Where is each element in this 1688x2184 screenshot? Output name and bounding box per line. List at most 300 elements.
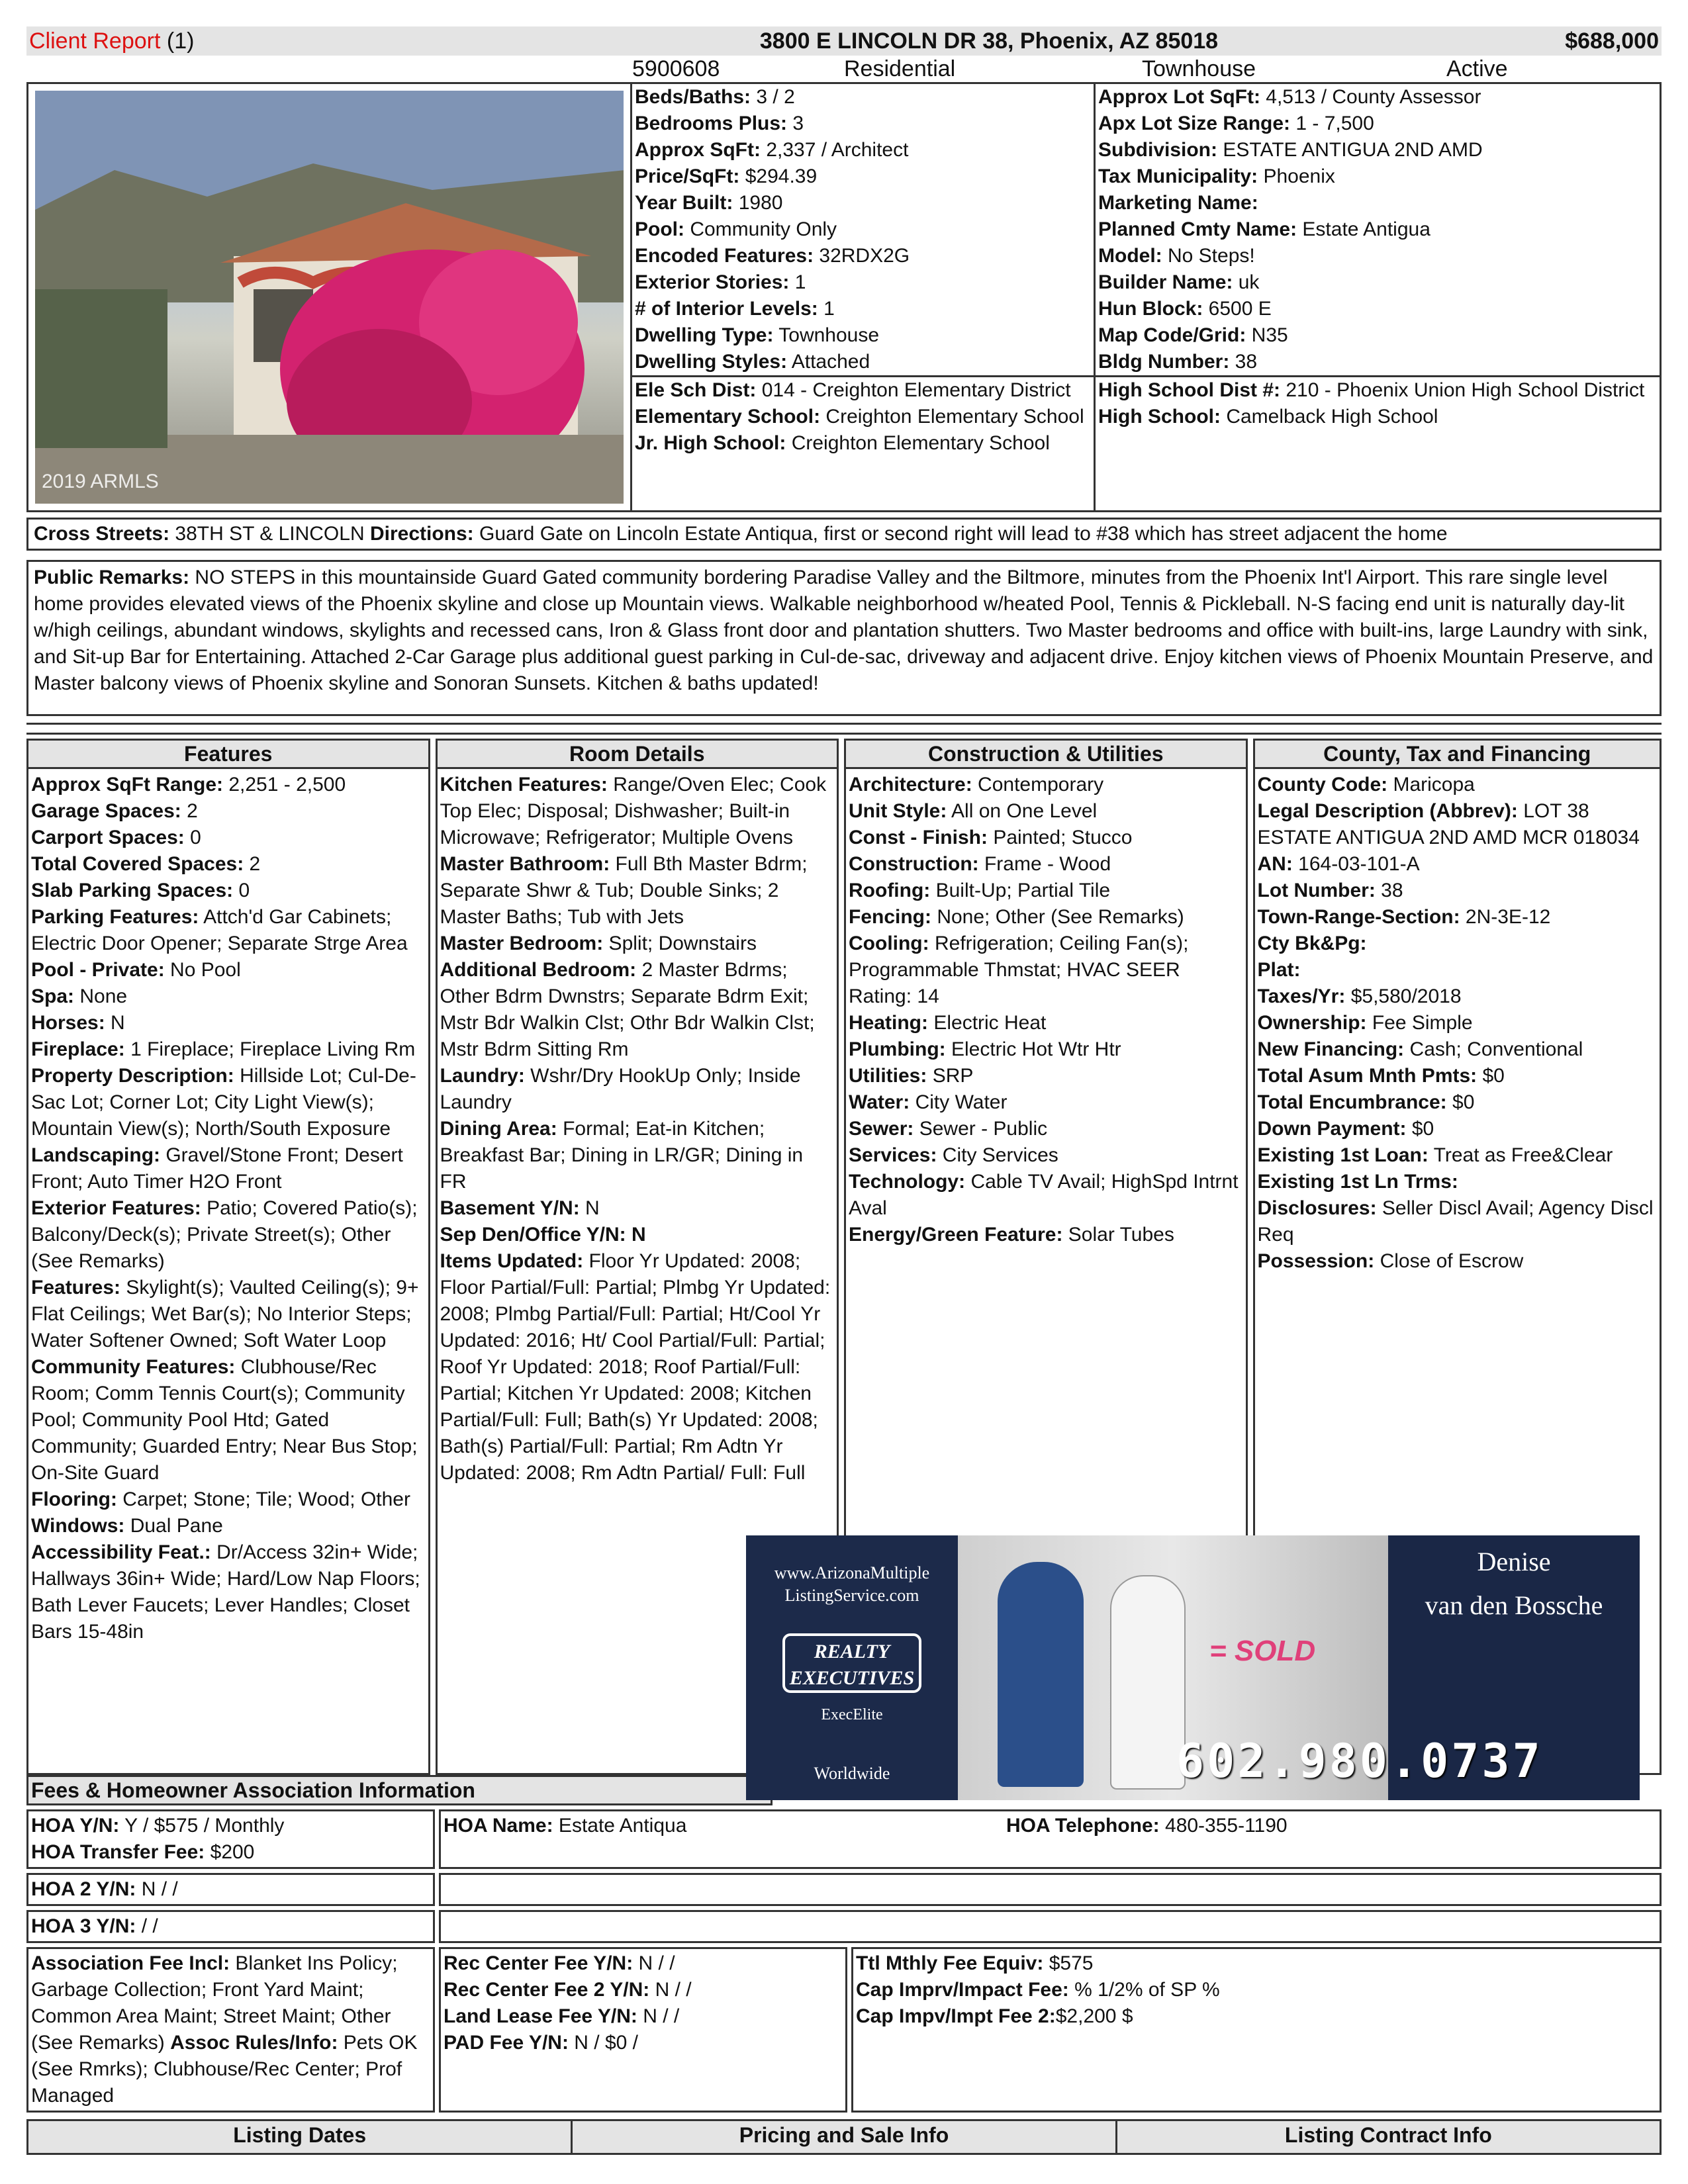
field-label: Heating:: [849, 1012, 928, 1034]
field-label: Master Bathroom:: [440, 853, 610, 875]
cap-impact-fee-label: Cap Imprv/Impact Fee:: [856, 1979, 1069, 2001]
summary-item: [635, 269, 1091, 296]
section-field: [1258, 1195, 1658, 1248]
summary-value: Community Only: [684, 218, 837, 240]
rec-center-fee2-label: Rec Center Fee 2 Y/N:: [444, 1979, 650, 2001]
cap-impact-fee-value: % 1/2% of SP %: [1068, 1979, 1220, 2001]
section-field: [1258, 1010, 1658, 1036]
summary-value: Estate Antigua: [1297, 218, 1430, 240]
field-label: Utilities:: [849, 1065, 927, 1087]
bottom-section-headers: [26, 2119, 1662, 2155]
school-item: [1098, 377, 1657, 404]
section-field: [849, 772, 1243, 798]
field-value: 2,251 - 2,500: [223, 774, 346, 796]
summary-item: [1098, 84, 1657, 111]
agent-last-name: van den Bossche: [1425, 1590, 1603, 1620]
section-field: [1258, 1248, 1658, 1275]
field-label: Plumbing:: [849, 1038, 946, 1060]
field-value: Close of Escrow: [1374, 1250, 1524, 1272]
assoc-rules-value: Pets OK (See Rmrks); Clubhouse/Rec Center; Prof Managed: [31, 2032, 418, 2107]
section-field: [440, 957, 835, 1063]
rec-center-fee-box: [439, 1947, 847, 2113]
field-value: Electric Heat: [928, 1012, 1047, 1034]
field-label: Total Encumbrance:: [1257, 1091, 1447, 1113]
section-field: [31, 1036, 426, 1063]
summary-item: [1098, 269, 1657, 296]
hoa-transfer-fee-label: HOA Transfer Fee:: [31, 1841, 205, 1863]
summary-label: Approx Lot SqFt:: [1098, 86, 1260, 108]
section-field: [849, 1089, 1243, 1116]
section-field: [31, 825, 426, 851]
section-divider: [26, 723, 1662, 735]
summary-left-column: [632, 84, 1096, 375]
section-title: Construction & Utilities: [844, 739, 1248, 769]
property-photo[interactable]: [35, 91, 624, 504]
summary-item: [635, 243, 1091, 269]
field-value: Wshr/Dry HookUp Only; Inside Laundry: [440, 1065, 801, 1113]
field-label: Disclosures:: [1257, 1197, 1377, 1219]
section-field: [440, 1222, 835, 1248]
sold-label: = SOLD: [1209, 1635, 1316, 1667]
summary-label: Bldg Number:: [1098, 351, 1230, 373]
hoa-transfer-fee-value: $200: [205, 1841, 255, 1863]
section-field: [31, 1513, 426, 1539]
field-label: Const - Finish:: [849, 827, 988, 848]
section-field: [31, 904, 426, 957]
field-label: Sep Den/Office Y/N: N: [440, 1224, 646, 1246]
fees-section-title: Fees & Homeowner Association Information: [26, 1775, 773, 1805]
summary-label: Price/SqFt:: [635, 165, 740, 187]
field-label: Total Asum Mnth Pmts:: [1257, 1065, 1477, 1087]
photo-watermark: 2019 ARMLS: [42, 471, 159, 492]
worldwide-label: Worldwide: [814, 1764, 890, 1783]
field-label: Town-Range-Section:: [1257, 906, 1460, 928]
field-value: 1 Fireplace; Fireplace Living Rm: [124, 1038, 416, 1060]
field-value: Skylight(s); Vaulted Ceiling(s); 9+ Flat Ceilings; Wet Bar(s); No Interior Steps; Water Softener Owned; Soft Water Loop: [31, 1277, 419, 1351]
section-field: [440, 1063, 835, 1116]
listing-dates-header: Listing Dates: [28, 2121, 573, 2153]
summary-item: [635, 296, 1091, 322]
field-label: Construction:: [849, 853, 979, 875]
section-field: [31, 1142, 426, 1195]
school-right-column: [1096, 377, 1660, 510]
list-price: $688,000: [1565, 28, 1659, 54]
hoa-row-2: [26, 1873, 1662, 1906]
field-value: 0: [233, 880, 250, 901]
field-label: Property Description:: [31, 1065, 234, 1087]
field-value: Patio; Covered Patio(s); Balcony/Deck(s); Private Street(s); Other (See Remarks): [31, 1197, 418, 1272]
field-label: Cty Bk&Pg:: [1257, 933, 1367, 954]
assoc-fee-incl-value: Blanket Ins Policy; Garbage Collection; Front Yard Maint; Common Area Maint; Street Maint; Other (See Remarks): [31, 1952, 398, 2054]
field-label: Taxes/Yr:: [1257, 985, 1346, 1007]
section-field: [31, 1486, 426, 1513]
directions-value: Guard Gate on Lincoln Estate Antiqua, first or second right will lead to #38 which has street adjacent the home: [473, 523, 1448, 545]
school-item: [635, 404, 1091, 430]
summary-item: [635, 322, 1091, 349]
agent-phone[interactable]: 602.980.0737: [1176, 1734, 1543, 1788]
field-value: Dual Pane: [124, 1515, 223, 1537]
summary-item: [1098, 111, 1657, 137]
summary-label: Exterior Stories:: [635, 271, 790, 293]
section-field: [31, 1275, 426, 1354]
field-label: Fencing:: [849, 906, 931, 928]
summary-label: Tax Municipality:: [1098, 165, 1258, 187]
summary-item: [635, 216, 1091, 243]
section-field: [1258, 983, 1658, 1010]
field-value: None: [74, 985, 128, 1007]
section-field: [1258, 1116, 1658, 1142]
summary-label: Hun Block:: [1098, 298, 1203, 320]
summary-value: 6500 E: [1203, 298, 1272, 320]
property-photo-frame: [26, 82, 632, 512]
pricing-sale-info-header: Pricing and Sale Info: [573, 2121, 1117, 2153]
field-value: 2: [181, 800, 198, 822]
summary-label: Subdivision:: [1098, 139, 1217, 161]
section-field: [849, 878, 1243, 904]
field-value: Solar Tubes: [1062, 1224, 1174, 1246]
summary-value: 3: [787, 113, 804, 134]
field-label: Possession:: [1257, 1250, 1375, 1272]
hoa-row-1: [26, 1809, 1662, 1869]
summary-item: [635, 163, 1091, 190]
summary-label: Apx Lot Size Range:: [1098, 113, 1291, 134]
field-value: Attch'd Gar Cabinets; Electric Door Opener; Separate Strge Area: [31, 906, 408, 954]
pad-fee-label: PAD Fee Y/N:: [444, 2032, 569, 2054]
summary-value: 4,513 / County Assessor: [1260, 86, 1481, 108]
land-lease-fee-label: Land Lease Fee Y/N:: [444, 2005, 637, 2027]
field-value: Sewer - Public: [914, 1118, 1048, 1140]
association-fee-box: [26, 1947, 435, 2113]
realty-executives-logo: [782, 1633, 921, 1693]
section-field: [1258, 1169, 1658, 1195]
field-value: Carpet; Stone; Tile; Wood; Other: [117, 1488, 410, 1510]
field-value: Built-Up; Partial Tile: [930, 880, 1111, 901]
school-label: High School:: [1098, 406, 1221, 428]
field-label: New Financing:: [1257, 1038, 1405, 1060]
hoa2-value: N / /: [136, 1878, 178, 1900]
field-label: Ownership:: [1257, 1012, 1367, 1034]
summary-value: N35: [1246, 324, 1288, 346]
section-field: [31, 1195, 426, 1275]
summary-item: [1098, 349, 1657, 375]
summary-item: [1098, 322, 1657, 349]
summary-value: Phoenix: [1258, 165, 1335, 187]
summary-item: [635, 190, 1091, 216]
monthly-fee-box: [851, 1947, 1662, 2113]
section-field: [31, 983, 426, 1010]
hoa-name-value: Estate Antiqua: [553, 1815, 687, 1837]
brokerage-panel: [746, 1535, 958, 1800]
summary-item: [1098, 137, 1657, 163]
school-value: Camelback High School: [1220, 406, 1438, 428]
field-value: Maricopa: [1387, 774, 1475, 796]
public-remarks-label: Public Remarks:: [34, 567, 190, 588]
hoa-name-box: [439, 1809, 1662, 1869]
field-label: Services:: [849, 1144, 937, 1166]
section-field: [1258, 1089, 1658, 1116]
summary-label: Bedrooms Plus:: [635, 113, 788, 134]
summary-value: 2,337 / Architect: [760, 139, 909, 161]
field-label: Unit Style:: [849, 800, 947, 822]
field-value: $5,580/2018: [1345, 985, 1462, 1007]
agent-advertisement[interactable]: [746, 1535, 1640, 1800]
field-value: Split; Downstairs: [603, 933, 757, 954]
school-label: Jr. High School:: [635, 432, 786, 454]
summary-label: Dwelling Styles:: [635, 351, 788, 373]
hoa-primary-box: [26, 1809, 435, 1869]
assoc-rules-label: Assoc Rules/Info:: [170, 2032, 338, 2054]
field-label: Existing 1st Loan:: [1257, 1144, 1429, 1166]
school-left-column: [632, 377, 1096, 510]
land-lease-fee-value: N / /: [637, 2005, 680, 2027]
section-field: [849, 931, 1243, 1010]
field-label: Pool - Private:: [31, 959, 165, 981]
field-value: Frame - Wood: [978, 853, 1111, 875]
hoa3-label: HOA 3 Y/N:: [31, 1915, 136, 1937]
section-field: [1258, 1063, 1658, 1089]
field-value: $0: [1406, 1118, 1434, 1140]
field-value: Painted; Stucco: [987, 827, 1133, 848]
section-field: [849, 1169, 1243, 1222]
hoa-yn-value: Y / $575 / Monthly: [119, 1815, 285, 1837]
summary-label: Year Built:: [635, 192, 733, 214]
field-label: County Code:: [1257, 774, 1388, 796]
public-remarks-box: [26, 560, 1662, 716]
ad-url-line1: www.ArizonaMultiple: [774, 1563, 930, 1582]
summary-item: [635, 111, 1091, 137]
field-value: N: [579, 1197, 600, 1219]
summary-item: [1098, 216, 1657, 243]
summary-value: uk: [1233, 271, 1260, 293]
field-label: Architecture:: [849, 774, 972, 796]
listing-contract-info-header: Listing Contract Info: [1284, 2123, 1492, 2147]
cap-impact-fee2-value: $2,200 $: [1055, 2005, 1133, 2027]
section-field: [849, 825, 1243, 851]
field-value: All on One Level: [947, 800, 1098, 822]
field-label: Windows:: [31, 1515, 125, 1537]
section-field: [1258, 878, 1658, 904]
summary-value: 1980: [733, 192, 783, 214]
listing-subheader: [632, 56, 1662, 82]
field-value: Floor Yr Updated: 2008; Floor Partial/Full: Partial; Plmbg Yr Updated: 2008; Plmbg Partial/Full: Partial; Ht/Cool Yr Updated: 2016; Ht/ Cool Partial/Full: Partial; Roof Yr Updated: 2018; Roof Partial/Full: Partial; Kitchen Yr Updated: 2008; Kitchen Partial/Full: Full; Bath(s) Yr Updated: 2008; Bath(s) Partial/Full: Partial; Rm Adtn Yr Updated: 2008; Rm Adtn Partial/ Full: Full: [440, 1250, 831, 1484]
ad-url[interactable]: [746, 1562, 958, 1607]
field-value: Cable TV Avail; HighSpd Intrnt Aval: [849, 1171, 1239, 1219]
field-label: Horses:: [31, 1012, 105, 1034]
section-field: [1258, 851, 1658, 878]
section-field: [849, 904, 1243, 931]
section-title: Room Details: [436, 739, 839, 769]
summary-label: Encoded Features:: [635, 245, 814, 267]
field-label: Kitchen Features:: [440, 774, 608, 796]
section-field: [849, 1063, 1243, 1089]
house-photo-illustration: [35, 91, 624, 504]
section-title: County, Tax and Financing: [1253, 739, 1662, 769]
report-number: (1): [166, 28, 195, 54]
section-field: [31, 1063, 426, 1142]
section-field: [440, 851, 835, 931]
field-label: Landscaping:: [31, 1144, 161, 1166]
field-value: Hillside Lot; Cul-De-Sac Lot; Corner Lot; City Light View(s); Mountain View(s); North/South Exposure: [31, 1065, 416, 1140]
agent-first-name: Denise: [1477, 1547, 1551, 1576]
section-field: [849, 1116, 1243, 1142]
summary-value: 3 / 2: [751, 86, 795, 108]
section-field: [31, 1354, 426, 1486]
section-field: [849, 1222, 1243, 1248]
rec-center-fee2-value: N / /: [649, 1979, 692, 2001]
section-field: [1258, 1142, 1658, 1169]
summary-item: [1098, 296, 1657, 322]
hoa2-label: HOA 2 Y/N:: [31, 1878, 136, 1900]
field-value: SRP: [927, 1065, 974, 1087]
section-field: [440, 772, 835, 851]
field-value: Clubhouse/Rec Room; Comm Tennis Court(s); Community Pool; Community Pool Htd; Gated Community; Guarded Entry; Near Bus Stop; On-Site Guard: [31, 1356, 418, 1484]
property-address: 3800 E LINCOLN DR 38, Phoenix, AZ 85018: [759, 28, 1219, 54]
field-label: Items Updated:: [440, 1250, 584, 1272]
property-subtype: Townhouse: [1142, 56, 1256, 81]
hoa3-extra-box: [439, 1910, 1662, 1943]
field-label: Legal Description (Abbrev):: [1257, 800, 1518, 822]
field-value: 2 Master Bdrms; Other Bdrm Dwnstrs; Separate Bdrm Exit; Mstr Bdr Walkin Clst; Othr Bdr Walkin Clst; Mstr Bdrm Sitting Rm: [440, 959, 815, 1060]
public-remarks-text: NO STEPS in this mountainside Guard Gated community bordering Paradise Valley and the Biltmore, minutes from the Phoenix Int'l Airport. This rare single level home provides elevated views of the Phoenix skyline and close up Mountain views. Walkable neighborhood w/heated Pool, Tennis & Pickleball. N-S facing end unit is naturally day-lit w/high ceilings, abundant windows, skylights and recessed cans, Iron & Glass front door and plantation shutters. Two Master bedrooms and office with built-ins, large Laundry with sink, and Sit-up Bar for Entertaining. Attached 2-Car Garage plus additional guest parking in Cul-de-sac, driveway and adjacent drive. Enjoy kitchen views of Phoenix Mountain Preserve, and Master balcony views of Phoenix skyline and Sonoran Sunsets. Kitchen & baths updated!: [34, 567, 1654, 694]
field-value: Range/Oven Elec; Cook Top Elec; Disposal; Dishwasher; Built-in Microwave; Refrigerator; Multiple Ovens: [440, 774, 827, 848]
section-field: [31, 772, 426, 798]
field-label: Technology:: [849, 1171, 966, 1193]
summary-label: Builder Name:: [1098, 271, 1233, 293]
section-field: [440, 1116, 835, 1195]
section-field: [849, 798, 1243, 825]
field-value: Formal; Eat-in Kitchen; Breakfast Bar; Dining in LR/GR; Dining in FR: [440, 1118, 804, 1193]
section-field: [1258, 931, 1658, 957]
summary-item: [1098, 190, 1657, 216]
field-value: None; Other (See Remarks): [931, 906, 1184, 928]
logo-line1: REALTY: [814, 1641, 890, 1662]
assoc-fee-incl-label: Association Fee Incl:: [31, 1952, 230, 1974]
summary-value: 1 - 7,500: [1290, 113, 1374, 134]
summary-label: Approx SqFt:: [635, 139, 761, 161]
field-label: Water:: [849, 1091, 910, 1113]
summary-label: # of Interior Levels:: [635, 298, 818, 320]
summary-label: Marketing Name:: [1098, 192, 1258, 214]
report-title[interactable]: [26, 28, 625, 54]
field-label: Lot Number:: [1257, 880, 1376, 901]
summary-label: Planned Cmty Name:: [1098, 218, 1297, 240]
field-label: Features:: [31, 1277, 121, 1298]
field-label: Spa:: [31, 985, 75, 1007]
report-label[interactable]: Client Report: [29, 28, 161, 54]
field-value: 164-03-101-A: [1292, 853, 1420, 875]
hoa-name-label: HOA Name:: [444, 1815, 553, 1837]
directions-label: Directions:: [369, 523, 474, 545]
execelite-label: ExecElite: [821, 1706, 883, 1723]
field-label: Flooring:: [31, 1488, 117, 1510]
summary-label: Map Code/Grid:: [1098, 324, 1246, 346]
field-value: City Water: [910, 1091, 1008, 1113]
section-field: [440, 1195, 835, 1222]
field-value: 0: [184, 827, 201, 848]
total-monthly-fee-value: $575: [1043, 1952, 1094, 1974]
section-field: [31, 1539, 426, 1645]
field-label: Accessibility Feat.:: [31, 1541, 211, 1563]
pad-fee-value: N / $0 /: [568, 2032, 638, 2054]
section-field: [849, 851, 1243, 878]
summary-item: [1098, 243, 1657, 269]
field-label: Energy/Green Feature:: [849, 1224, 1063, 1246]
school-item: [635, 430, 1091, 457]
summary-value: No Steps!: [1162, 245, 1255, 267]
field-label: Cooling:: [849, 933, 929, 954]
association-row: [26, 1947, 1662, 2113]
field-label: Parking Features:: [31, 906, 199, 928]
summary-value: 1: [789, 271, 806, 293]
hoa3-value: / /: [136, 1915, 158, 1937]
field-label: Garage Spaces:: [31, 800, 181, 822]
summary-item: [635, 137, 1091, 163]
cap-impact-fee2-label: Cap Impv/Impt Fee 2:: [856, 2005, 1056, 2027]
field-value: Refrigeration; Ceiling Fan(s); Programmable Thmstat; HVAC SEER Rating: 14: [849, 933, 1189, 1007]
field-label: Roofing:: [849, 880, 931, 901]
hoa-row-3: [26, 1910, 1662, 1943]
field-label: Sewer:: [849, 1118, 914, 1140]
section-field: [1258, 1036, 1658, 1063]
field-value: 38: [1375, 880, 1403, 901]
section-field: [849, 1010, 1243, 1036]
summary-label: Pool:: [635, 218, 684, 240]
hoa-yn-label: HOA Y/N:: [31, 1815, 120, 1837]
property-summary: [632, 82, 1662, 512]
school-label: Elementary School:: [635, 406, 821, 428]
section-field: [31, 851, 426, 878]
field-label: Carport Spaces:: [31, 827, 185, 848]
section-title: Features: [26, 739, 430, 769]
field-label: AN:: [1257, 853, 1293, 875]
school-value: 014 - Creighton Elementary District: [756, 379, 1071, 401]
hoa-telephone-label: HOA Telephone:: [1006, 1815, 1160, 1837]
rec-center-fee-label: Rec Center Fee Y/N:: [444, 1952, 633, 1974]
total-monthly-fee-label: Ttl Mthly Fee Equiv:: [856, 1952, 1044, 1974]
school-item: [1098, 404, 1657, 430]
field-value: $0: [1477, 1065, 1505, 1087]
summary-item: [1098, 163, 1657, 190]
school-label: Ele Sch Dist:: [635, 379, 757, 401]
school-label: High School Dist #:: [1098, 379, 1281, 401]
field-label: Basement Y/N:: [440, 1197, 580, 1219]
summary-label: Beds/Baths:: [635, 86, 751, 108]
field-value: City Services: [937, 1144, 1058, 1166]
logo-line2: EXECUTIVES: [789, 1667, 915, 1689]
cross-streets-box: [26, 518, 1662, 551]
hoa2-extra-box: [439, 1873, 1662, 1906]
section-field: [31, 878, 426, 904]
summary-value: Townhouse: [773, 324, 880, 346]
field-label: Plat:: [1257, 959, 1301, 981]
field-label: Master Bedroom:: [440, 933, 604, 954]
section-field: [31, 1010, 426, 1036]
agent-photo-woman: [1110, 1575, 1186, 1790]
field-value: $0: [1446, 1091, 1475, 1113]
field-label: Approx SqFt Range:: [31, 774, 223, 796]
summary-right-column: [1096, 84, 1660, 375]
field-label: Fireplace:: [31, 1038, 125, 1060]
field-label: Exterior Features:: [31, 1197, 201, 1219]
section-field: [1258, 798, 1658, 851]
listing-status: Active: [1446, 56, 1508, 81]
field-value: Cash; Conventional: [1404, 1038, 1583, 1060]
section-field: [31, 957, 426, 983]
section-field: [1258, 904, 1658, 931]
field-label: Additional Bedroom:: [440, 959, 637, 981]
section-field: [440, 931, 835, 957]
section-field: [440, 1248, 835, 1486]
